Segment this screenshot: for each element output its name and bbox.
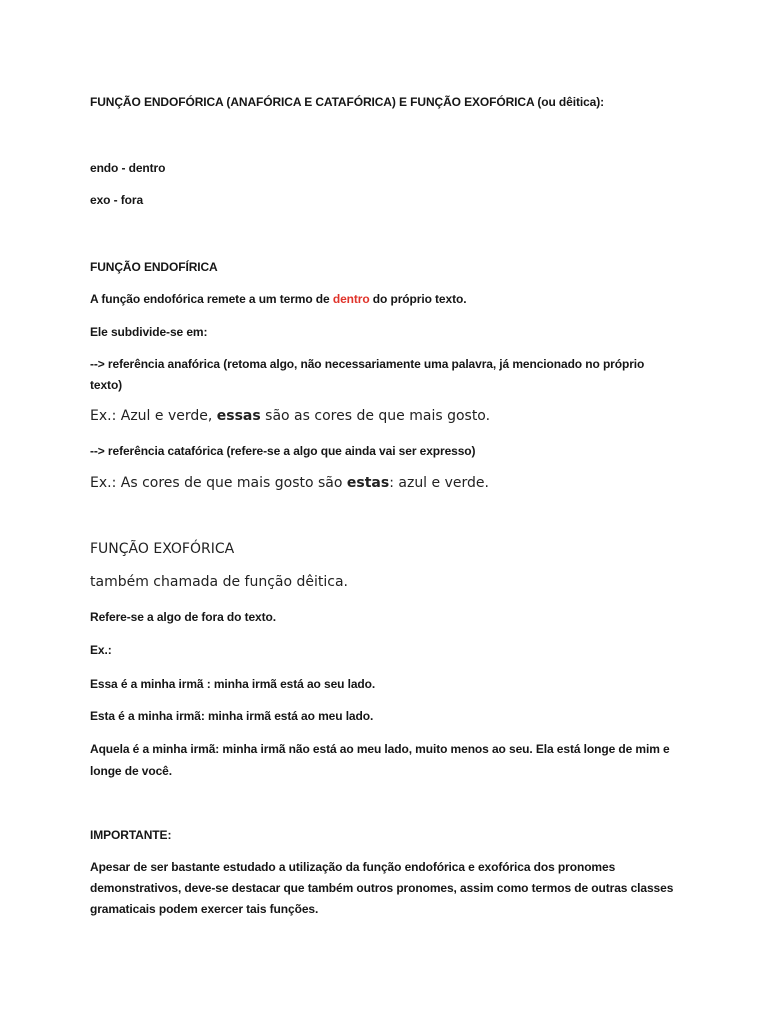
exo-subtitle: também chamada de função dêitica.	[90, 574, 348, 590]
example2-bold: estas	[346, 475, 390, 491]
example-anaforica	[90, 408, 490, 424]
refere-text: Refere-se a algo de fora do texto.	[90, 610, 276, 624]
example1-after: são as cores de que mais gosto.	[260, 408, 491, 424]
example1-bold: essas	[216, 408, 261, 424]
main-heading: FUNÇÃO ENDOFÓRICA (ANAFÓRICA E CATAFÓRICA) E FUNÇÃO EXOFÓRICA (ou dêitica):	[90, 95, 605, 109]
endo-def-text-after: do próprio texto.	[369, 292, 467, 306]
cataforica-line: --> referência catafórica (refere-se a algo que ainda vai ser expresso)	[90, 444, 476, 458]
anaforica-line-1: --> referência anafórica (retoma algo, não necessariamente uma palavra, já mencionado no próprio	[90, 357, 645, 371]
example-esta: Esta é a minha irmã: minha irmã está ao meu lado.	[90, 709, 374, 723]
important-line-1: Apesar de ser bastante estudado a utilização da função endofórica e exofórica dos pronomes	[90, 860, 616, 874]
important-title: IMPORTANTE:	[90, 828, 172, 842]
exo-section-title: FUNÇÃO EXOFÓRICA	[90, 541, 235, 557]
important-line-2: demonstrativos, deve-se destacar que também outros pronomes, assim como termos de outras classes	[90, 881, 674, 895]
endo-section-title: FUNÇÃO ENDOFÍRICA	[90, 260, 218, 274]
example1-before: Ex.: Azul e verde,	[90, 408, 217, 424]
important-line-3: gramaticais podem exercer tais funções.	[90, 902, 319, 916]
example2-after: : azul e verde.	[389, 475, 489, 491]
example-cataforica	[90, 475, 489, 491]
subdivide-text: Ele subdivide-se em:	[90, 325, 208, 339]
endo-def-text-before: A função endofórica remete a um termo de	[90, 292, 333, 306]
example2-before: Ex.: As cores de que mais gosto são	[90, 475, 347, 491]
endo-function-definition	[90, 292, 466, 306]
example-essa: Essa é a minha irmã : minha irmã está ao seu lado.	[90, 677, 376, 691]
endo-def-highlight: dentro	[332, 292, 370, 306]
example-aquela-line-2: longe de você.	[90, 764, 172, 778]
exo-definition: exo - fora	[90, 193, 144, 207]
example-aquela-line-1: Aquela é a minha irmã: minha irmã não está ao meu lado, muito menos ao seu. Ela está longe de mim e	[90, 742, 670, 756]
endo-definition: endo - dentro	[90, 161, 166, 175]
anaforica-line-2: texto)	[90, 378, 123, 392]
ex-label: Ex.:	[90, 643, 112, 657]
